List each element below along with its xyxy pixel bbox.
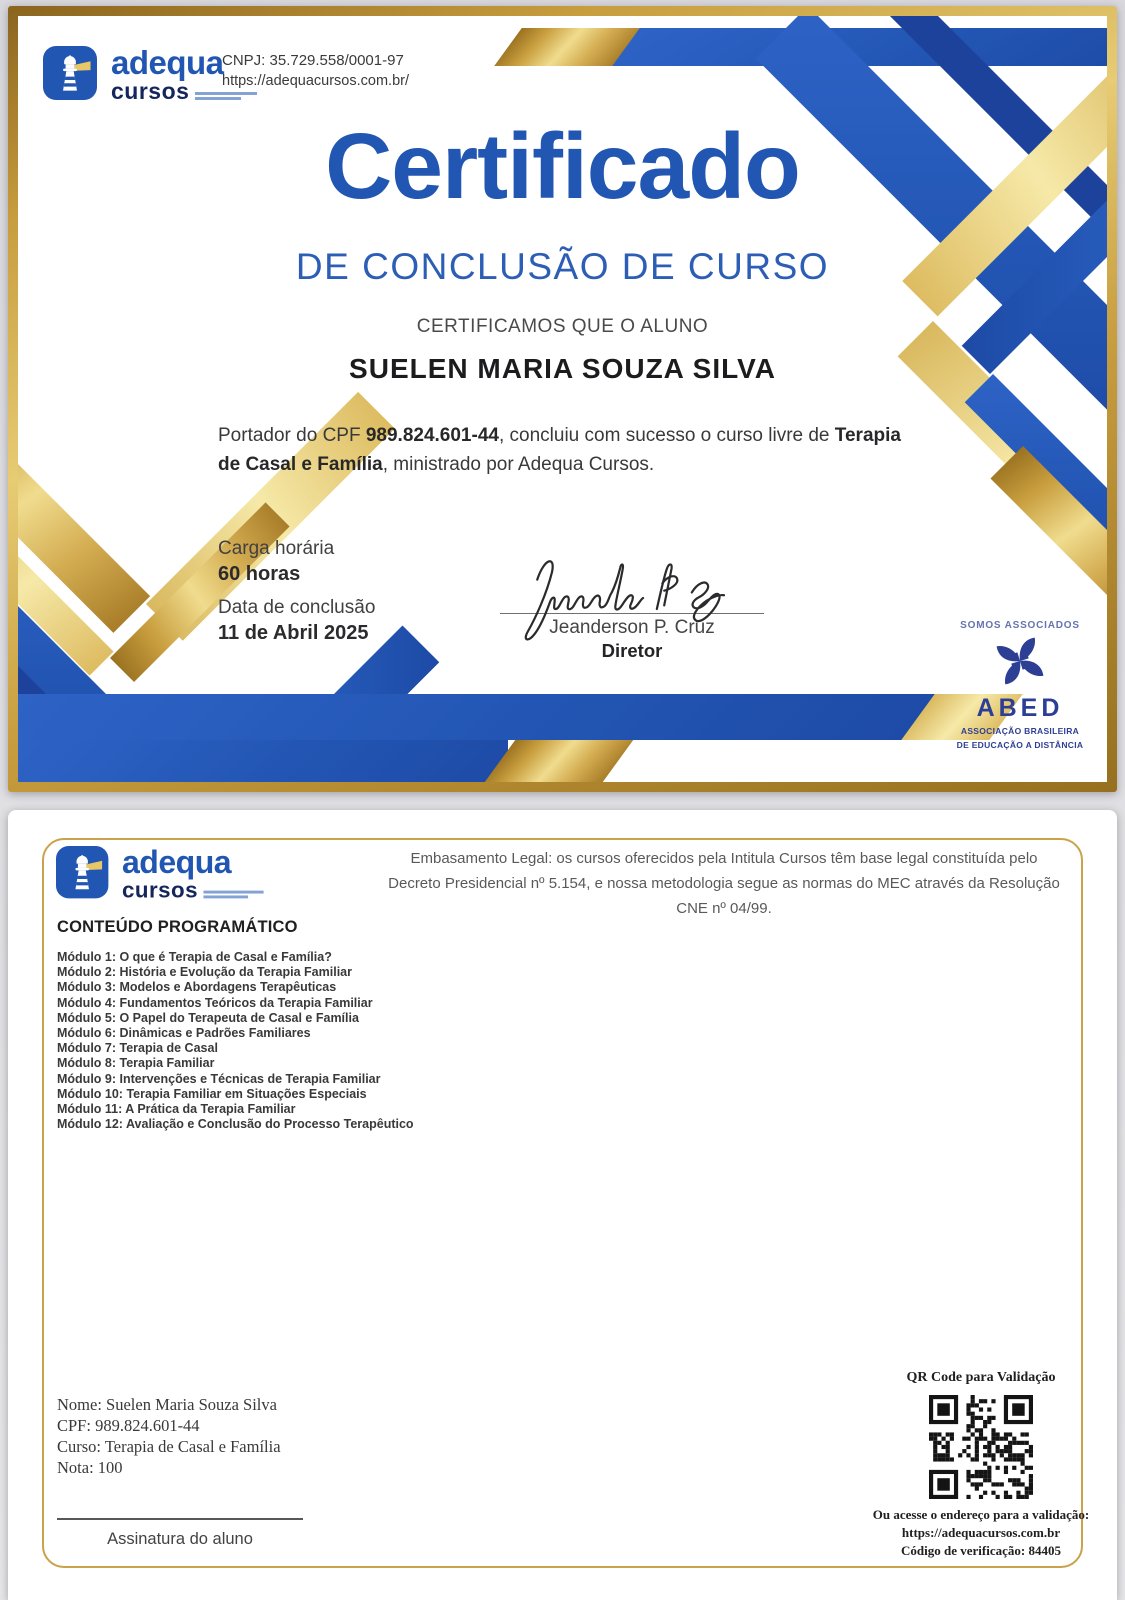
legal-basis-text: Embasamento Legal: os cursos oferecidos pela Intitula Cursos têm base legal constituída pelo Decreto Presidencial nº 5.154, e nossa metodologia segue as normas do MEC através da Resolução CNE nº 04/99. <box>388 850 1060 917</box>
abed-subtitle-line1: ASSOCIAÇÃO BRASILEIRA <box>960 726 1080 736</box>
abed-name: ABED <box>976 694 1064 722</box>
student-signature-line <box>57 1518 303 1520</box>
student-grade-line: Nota: 100 <box>57 1458 123 1477</box>
company-url-link[interactable]: https://adequacursos.com.br/ <box>222 73 409 89</box>
module-list <box>57 950 414 1132</box>
certify-line: CERTIFICAMOS QUE O ALUNO <box>416 316 709 337</box>
module-item: Módulo 5: O Papel do Terapeuta de Casal e Família <box>57 1010 359 1025</box>
abed-subtitle-line2: DE EDUCAÇÃO A DISTÂNCIA <box>956 740 1084 750</box>
certificate-subtitle: DE CONCLUSÃO DE CURSO <box>295 246 830 287</box>
logo-tagline-decoration <box>204 889 264 901</box>
student-info <box>57 1394 281 1478</box>
content-page <box>8 810 1117 1600</box>
student-course-line: Curso: Terapia de Casal e Família <box>57 1437 281 1456</box>
handwritten-signature-icon <box>506 552 758 644</box>
module-item: Módulo 8: Terapia Familiar <box>57 1056 215 1071</box>
student-cpf: 989.824.601-44 <box>365 425 499 446</box>
module-item: Módulo 9: Intervenções e Técnicas de Terapia Familiar <box>57 1071 381 1086</box>
student-name-line: Nome: Suelen Maria Souza Silva <box>57 1395 277 1414</box>
module-item: Módulo 12: Avaliação e Conclusão do Processo Terapêutico <box>57 1117 414 1132</box>
certificate-body: Portador do CPF 989.824.601-44, concluiu com sucesso o curso livre de Terapia de Casal e Família, ministrado por Adequa Cursos. <box>218 425 901 475</box>
validation-instruction: Ou acesse o endereço para a validação: <box>872 1507 1090 1522</box>
module-item: Módulo 2: História e Evolução da Terapia Familiar <box>57 965 352 980</box>
validation-block <box>836 1370 1125 1560</box>
bottom-blue-band-decoration <box>18 740 508 782</box>
program-content-title: CONTEÚDO PROGRAMÁTICO <box>57 918 298 936</box>
director-signature <box>500 552 764 662</box>
module-item: Módulo 7: Terapia de Casal <box>57 1041 218 1056</box>
module-item: Módulo 1: O que é Terapia de Casal e Família? <box>57 950 332 964</box>
brand-subname: cursos <box>111 78 190 104</box>
qr-code <box>929 1395 1033 1499</box>
module-item: Módulo 6: Dinâmicas e Padrões Familiares <box>57 1026 311 1041</box>
verification-code: Código de verificação: 84405 <box>901 1543 1061 1558</box>
abed-pinwheel-icon <box>994 635 1046 687</box>
student-name: SUELEN MARIA SOUZA SILVA <box>349 353 776 384</box>
course-name: Terapia de Casal e Família <box>218 425 901 475</box>
company-meta <box>222 50 409 92</box>
certificate-title: Certificado <box>325 114 800 218</box>
brand-wordmark <box>121 844 264 903</box>
validation-url[interactable]: https://adequacursos.com.br <box>901 1525 1061 1540</box>
module-item: Módulo 4: Fundamentos Teóricos da Terapia Familiar <box>57 995 373 1010</box>
module-item: Módulo 11: A Prática da Terapia Familiar <box>57 1102 296 1117</box>
student-signature-area <box>57 1518 303 1549</box>
module-item: Módulo 3: Modelos e Abordagens Terapêuticas <box>57 980 337 995</box>
certificate-inner <box>18 16 1107 782</box>
lighthouse-icon <box>43 46 97 100</box>
student-cpf-line: CPF: 989.824.601-44 <box>57 1416 200 1435</box>
abed-logo <box>940 620 1100 751</box>
workload-value: 60 horas <box>218 563 301 585</box>
bottom-blue-band-decoration <box>18 694 938 740</box>
completion-date-value: 11 de Abril 2025 <box>218 622 369 644</box>
abed-tagline: SOMOS ASSOCIADOS <box>960 620 1080 631</box>
director-name: Jeanderson P. Cruz <box>549 617 715 638</box>
qr-title: QR Code para Validação <box>906 1370 1056 1385</box>
student-signature-label: Assinatura do aluno <box>107 1530 253 1548</box>
course-meta <box>218 537 375 646</box>
brand-name: adequa <box>121 844 232 880</box>
director-role: Diretor <box>601 640 663 661</box>
certificate-page <box>8 6 1117 792</box>
workload-label: Carga horária <box>218 538 335 559</box>
completion-date-label: Data de conclusão <box>218 597 376 618</box>
lighthouse-icon <box>56 846 108 898</box>
module-item: Módulo 10: Terapia Familiar em Situações Especiais <box>57 1086 367 1101</box>
brand-subname: cursos <box>121 877 199 903</box>
brand-name: adequa <box>111 44 224 81</box>
adequa-logo <box>56 844 264 903</box>
company-cnpj: CNPJ: 35.729.558/0001-97 <box>222 52 404 69</box>
